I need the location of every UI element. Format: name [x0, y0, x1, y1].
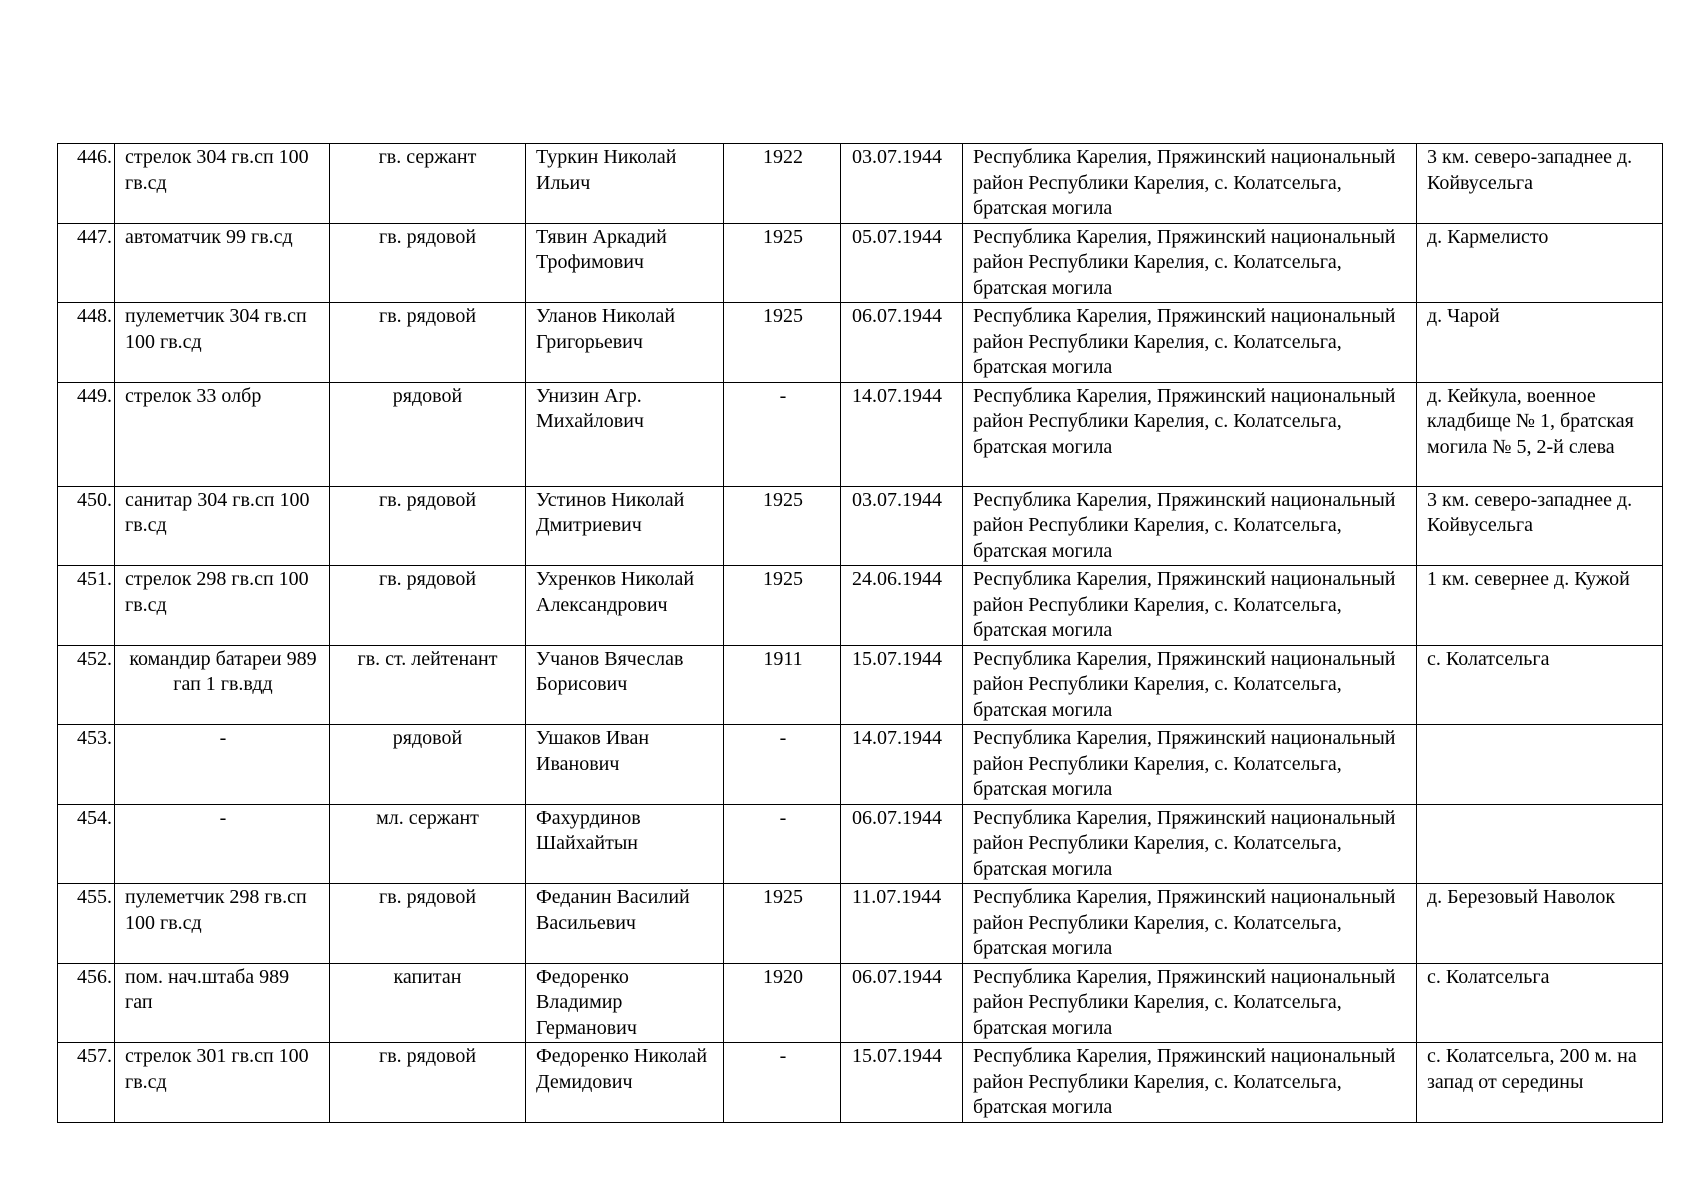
- record-burial-place: Республика Карелия, Пряжинский национальный район Республики Карелия, с. Колатсельга, братская могила: [963, 804, 1417, 884]
- record-death-date: 24.06.1944: [841, 566, 963, 646]
- record-original-burial: д. Кармелисто: [1417, 223, 1663, 303]
- record-death-date: 14.07.1944: [841, 382, 963, 486]
- record-number: 449.: [58, 382, 115, 486]
- record-burial-place: Республика Карелия, Пряжинский национальный район Республики Карелия, с. Колатсельга, братская могила: [963, 725, 1417, 805]
- record-name: Тявин Аркадий Трофимович: [526, 223, 724, 303]
- record-number: 454.: [58, 804, 115, 884]
- record-unit: стрелок 33 олбр: [115, 382, 330, 486]
- burial-records-table: [57, 143, 1663, 1123]
- record-name: Федоренко Николай Демидович: [526, 1043, 724, 1123]
- record-number: 448.: [58, 303, 115, 383]
- record-name: Туркин Николай Ильич: [526, 144, 724, 224]
- record-birth-year: 1925: [724, 486, 841, 566]
- record-original-burial: 1 км. севернее д. Кужой: [1417, 566, 1663, 646]
- record-number: 457.: [58, 1043, 115, 1123]
- record-rank: гв. рядовой: [330, 486, 526, 566]
- record-original-burial: д. Березовый Наволок: [1417, 884, 1663, 964]
- record-unit: -: [115, 725, 330, 805]
- record-name: Устинов Николай Дмитриевич: [526, 486, 724, 566]
- record-birth-year: 1925: [724, 884, 841, 964]
- table-row: [58, 486, 1663, 566]
- record-burial-place: Республика Карелия, Пряжинский национальный район Республики Карелия, с. Колатсельга, братская могила: [963, 1043, 1417, 1123]
- record-death-date: 15.07.1944: [841, 645, 963, 725]
- record-name: Фахурдинов Шайхайтын: [526, 804, 724, 884]
- record-death-date: 06.07.1944: [841, 303, 963, 383]
- record-burial-place: Республика Карелия, Пряжинский национальный район Республики Карелия, с. Колатсельга, братская могила: [963, 645, 1417, 725]
- table-row: [58, 382, 1663, 486]
- record-burial-place: Республика Карелия, Пряжинский национальный район Республики Карелия, с. Колатсельга, братская могила: [963, 223, 1417, 303]
- record-name: Федоренко Владимир Германович: [526, 963, 724, 1043]
- record-death-date: 03.07.1944: [841, 144, 963, 224]
- table-row: [58, 804, 1663, 884]
- record-burial-place: Республика Карелия, Пряжинский национальный район Республики Карелия, с. Колатсельга, братская могила: [963, 884, 1417, 964]
- table-row: [58, 963, 1663, 1043]
- record-unit: санитар 304 гв.сп 100 гв.сд: [115, 486, 330, 566]
- record-burial-place: Республика Карелия, Пряжинский национальный район Республики Карелия, с. Колатсельга, братская могила: [963, 144, 1417, 224]
- record-birth-year: 1925: [724, 566, 841, 646]
- record-burial-place: Республика Карелия, Пряжинский национальный район Республики Карелия, с. Колатсельга, братская могила: [963, 963, 1417, 1043]
- record-unit: пулеметчик 298 гв.сп 100 гв.сд: [115, 884, 330, 964]
- table-row: [58, 303, 1663, 383]
- record-death-date: 05.07.1944: [841, 223, 963, 303]
- record-original-burial: д. Чарой: [1417, 303, 1663, 383]
- table-row: [58, 566, 1663, 646]
- record-birth-year: 1925: [724, 303, 841, 383]
- record-number: 455.: [58, 884, 115, 964]
- record-birth-year: -: [724, 804, 841, 884]
- record-burial-place: Республика Карелия, Пряжинский национальный район Республики Карелия, с. Колатсельга, братская могила: [963, 382, 1417, 486]
- record-original-burial: 3 км. северо-западнее д. Койвусельга: [1417, 486, 1663, 566]
- record-rank: гв. ст. лейтенант: [330, 645, 526, 725]
- record-number: 452.: [58, 645, 115, 725]
- record-birth-year: -: [724, 725, 841, 805]
- record-unit: стрелок 301 гв.сп 100 гв.сд: [115, 1043, 330, 1123]
- record-number: 446.: [58, 144, 115, 224]
- record-birth-year: 1925: [724, 223, 841, 303]
- table-row: [58, 645, 1663, 725]
- record-original-burial: с. Колатсельга, 200 м. на запад от середины: [1417, 1043, 1663, 1123]
- record-unit: командир батареи 989 гап 1 гв.вдд: [115, 645, 330, 725]
- record-burial-place: Республика Карелия, Пряжинский национальный район Республики Карелия, с. Колатсельга, братская могила: [963, 486, 1417, 566]
- record-original-burial: [1417, 725, 1663, 805]
- table-row: [58, 1043, 1663, 1123]
- table-row: [58, 144, 1663, 224]
- record-unit: пулеметчик 304 гв.сп 100 гв.сд: [115, 303, 330, 383]
- record-unit: стрелок 304 гв.сп 100 гв.сд: [115, 144, 330, 224]
- record-unit: пом. нач.штаба 989 гап: [115, 963, 330, 1043]
- record-unit: стрелок 298 гв.сп 100 гв.сд: [115, 566, 330, 646]
- record-original-burial: 3 км. северо-западнее д. Койвусельга: [1417, 144, 1663, 224]
- record-birth-year: 1922: [724, 144, 841, 224]
- table-row: [58, 725, 1663, 805]
- record-death-date: 06.07.1944: [841, 804, 963, 884]
- record-birth-year: -: [724, 382, 841, 486]
- record-birth-year: 1920: [724, 963, 841, 1043]
- record-death-date: 11.07.1944: [841, 884, 963, 964]
- record-number: 450.: [58, 486, 115, 566]
- table-row: [58, 884, 1663, 964]
- record-rank: гв. рядовой: [330, 223, 526, 303]
- record-rank: мл. сержант: [330, 804, 526, 884]
- record-birth-year: -: [724, 1043, 841, 1123]
- record-rank: гв. рядовой: [330, 303, 526, 383]
- record-number: 453.: [58, 725, 115, 805]
- record-name: Унизин Агр. Михайлович: [526, 382, 724, 486]
- record-burial-place: Республика Карелия, Пряжинский национальный район Республики Карелия, с. Колатсельга, братская могила: [963, 566, 1417, 646]
- record-original-burial: д. Кейкула, военное кладбище № 1, братская могила № 5, 2-й слева: [1417, 382, 1663, 486]
- record-death-date: 14.07.1944: [841, 725, 963, 805]
- record-number: 456.: [58, 963, 115, 1043]
- record-original-burial: с. Колатсельга: [1417, 645, 1663, 725]
- record-name: Уланов Николай Григорьевич: [526, 303, 724, 383]
- record-unit: автоматчик 99 гв.сд: [115, 223, 330, 303]
- table-row: [58, 223, 1663, 303]
- record-rank: гв. рядовой: [330, 566, 526, 646]
- record-rank: гв. рядовой: [330, 884, 526, 964]
- record-number: 451.: [58, 566, 115, 646]
- record-birth-year: 1911: [724, 645, 841, 725]
- record-death-date: 03.07.1944: [841, 486, 963, 566]
- record-original-burial: [1417, 804, 1663, 884]
- record-burial-place: Республика Карелия, Пряжинский национальный район Республики Карелия, с. Колатсельга, братская могила: [963, 303, 1417, 383]
- record-death-date: 15.07.1944: [841, 1043, 963, 1123]
- record-name: Учанов Вячеслав Борисович: [526, 645, 724, 725]
- record-death-date: 06.07.1944: [841, 963, 963, 1043]
- record-number: 447.: [58, 223, 115, 303]
- record-rank: гв. рядовой: [330, 1043, 526, 1123]
- record-rank: гв. сержант: [330, 144, 526, 224]
- record-name: Ушаков Иван Иванович: [526, 725, 724, 805]
- record-original-burial: с. Колатсельга: [1417, 963, 1663, 1043]
- record-rank: рядовой: [330, 725, 526, 805]
- record-name: Ухренков Николай Александрович: [526, 566, 724, 646]
- record-unit: -: [115, 804, 330, 884]
- record-name: Феданин Василий Васильевич: [526, 884, 724, 964]
- record-rank: капитан: [330, 963, 526, 1043]
- record-rank: рядовой: [330, 382, 526, 486]
